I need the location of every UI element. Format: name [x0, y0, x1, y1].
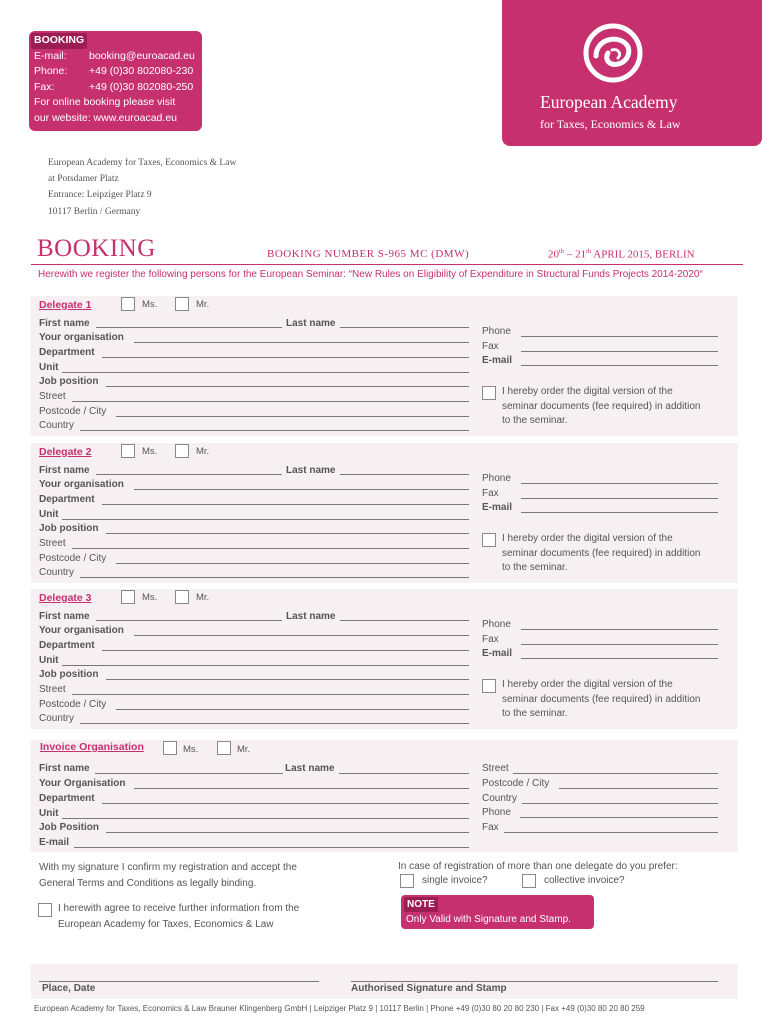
- department-field[interactable]: [102, 650, 469, 651]
- phone-label: Phone: [482, 619, 511, 630]
- event-date: 20th – 21th APRIL 2015, BERLIN: [548, 248, 695, 261]
- invoice-street-label: Street: [482, 763, 509, 774]
- first-name-field[interactable]: [96, 474, 282, 475]
- last-name-field[interactable]: [340, 327, 469, 328]
- country-field[interactable]: [80, 577, 469, 578]
- invoice-fax-field[interactable]: [504, 832, 718, 833]
- invoice-postcode-field[interactable]: [559, 788, 718, 789]
- unit-field[interactable]: [62, 372, 469, 373]
- invoice-first-name-label: First name: [39, 763, 90, 774]
- invoice-first-name-field[interactable]: [95, 773, 283, 774]
- single-invoice-label: single invoice?: [422, 875, 488, 886]
- phone-field[interactable]: [521, 336, 718, 337]
- email-field[interactable]: [521, 512, 718, 513]
- invoice-last-name-field[interactable]: [339, 773, 469, 774]
- street-label: Street: [39, 391, 66, 402]
- last-name-label: Last name: [286, 611, 336, 622]
- department-field[interactable]: [102, 504, 469, 505]
- street-label: Street: [39, 538, 66, 549]
- invoice-preference-question: In case of registration of more than one delegate do you prefer:: [398, 861, 678, 872]
- postcode-city-label: Postcode / City: [39, 406, 107, 417]
- delegate-title: Delegate 3: [39, 592, 92, 604]
- department-label: Department: [39, 494, 95, 505]
- invoice-mr-label: Mr.: [237, 744, 251, 755]
- country-field[interactable]: [80, 430, 469, 431]
- job-position-field[interactable]: [106, 533, 469, 534]
- invoice-section-title: Invoice Organisation: [40, 741, 144, 753]
- delegate-title: Delegate 1: [39, 299, 92, 311]
- unit-label: Unit: [39, 509, 59, 520]
- delegate-title: Delegate 2: [39, 446, 92, 458]
- unit-label: Unit: [39, 362, 59, 373]
- invoice-ms-label: Ms.: [183, 744, 199, 755]
- postcode-city-field[interactable]: [116, 563, 469, 564]
- academy-logo-icon: [582, 22, 644, 84]
- country-label: Country: [39, 713, 75, 724]
- digital-version-checkbox[interactable]: [482, 679, 496, 693]
- job-position-field[interactable]: [106, 386, 469, 387]
- digital-version-text: I hereby order the digital version of the seminar documents (fee required) in addition to the seminar.: [502, 533, 701, 573]
- country-field[interactable]: [80, 723, 469, 724]
- invoice-mr-checkbox[interactable]: [217, 741, 231, 755]
- delegate-ms-label: Ms.: [142, 592, 158, 603]
- postcode-city-field[interactable]: [116, 416, 469, 417]
- invoice-email-label: E-mail: [39, 837, 70, 848]
- invoice-unit-field[interactable]: [62, 818, 469, 819]
- organisation-field[interactable]: [134, 635, 469, 636]
- address-block: [48, 155, 236, 220]
- digital-version-text: I hereby order the digital version of the seminar documents (fee required) in addition to the seminar.: [502, 679, 701, 719]
- email-label: E-mail: [482, 648, 513, 659]
- delegate-mr-label: Mr.: [196, 446, 210, 457]
- email-field[interactable]: [521, 658, 718, 659]
- invoice-ms-checkbox[interactable]: [163, 741, 177, 755]
- note-text: Only Valid with Signature and Stamp.: [406, 914, 571, 925]
- first-name-label: First name: [39, 318, 90, 329]
- first-name-field[interactable]: [96, 620, 282, 621]
- page-title: BOOKING: [37, 235, 156, 262]
- first-name-label: First name: [39, 465, 90, 476]
- country-label: Country: [39, 420, 75, 431]
- fax-field[interactable]: [521, 644, 718, 645]
- department-label: Department: [39, 640, 95, 651]
- intro-text: Herewith we register the following persons for the European Seminar: “New Rules on Eligibility of Expenditure in Structural Funds Projects 2014-2020“: [38, 269, 703, 280]
- invoice-last-name-label: Last name: [285, 763, 335, 774]
- fax-value: +49 (0)30 802080-250: [89, 80, 194, 93]
- organisation-field[interactable]: [134, 489, 469, 490]
- last-name-label: Last name: [286, 318, 336, 329]
- delegate-mr-checkbox[interactable]: [175, 297, 189, 311]
- postcode-city-label: Postcode / City: [39, 553, 107, 564]
- organisation-label: Your organisation: [39, 625, 124, 636]
- job-position-field[interactable]: [106, 679, 469, 680]
- email-label: E-mail: [482, 355, 513, 366]
- last-name-field[interactable]: [340, 620, 469, 621]
- phone-label: Phone: [482, 326, 511, 337]
- email-value[interactable]: booking@euroacad.eu: [89, 49, 195, 62]
- street-label: Street: [39, 684, 66, 695]
- street-field[interactable]: [72, 694, 469, 695]
- street-field[interactable]: [72, 401, 469, 402]
- single-invoice-checkbox[interactable]: [400, 874, 414, 888]
- digital-version-checkbox[interactable]: [482, 386, 496, 400]
- invoice-organisation-label: Your Organisation: [39, 778, 126, 789]
- address-line: European Academy for Taxes, Economics & Law: [48, 158, 237, 168]
- unit-label: Unit: [39, 655, 59, 666]
- phone-field[interactable]: [521, 483, 718, 484]
- logo-subtitle: for Taxes, Economics & Law: [540, 117, 681, 131]
- delegate-ms-label: Ms.: [142, 446, 158, 457]
- booking-number: BOOKING NUMBER S-965 MC (DMW): [267, 248, 470, 260]
- delegate-mr-checkbox[interactable]: [175, 444, 189, 458]
- email-field[interactable]: [521, 365, 718, 366]
- note-title: NOTE: [404, 897, 438, 912]
- fax-field[interactable]: [521, 498, 718, 499]
- phone-value: +49 (0)30 802080-230: [89, 65, 194, 78]
- booking-contact-box: [29, 31, 202, 131]
- country-label: Country: [39, 567, 75, 578]
- delegate-mr-checkbox[interactable]: [175, 590, 189, 604]
- heading-divider: [31, 264, 743, 265]
- delegate-ms-label: Ms.: [142, 299, 158, 310]
- address-line: Entrance: Leipziger Platz 9: [48, 190, 152, 201]
- signature-label: Authorised Signature and Stamp: [351, 983, 507, 994]
- invoice-job-position-field[interactable]: [106, 832, 469, 833]
- invoice-street-field[interactable]: [513, 773, 718, 774]
- invoice-fax-label: Fax: [482, 822, 499, 833]
- email-label: E-mail: [482, 502, 513, 513]
- street-field[interactable]: [72, 548, 469, 549]
- footer: European Academy for Taxes, Economics & Law Brauner Klingenberg GmbH | Leipziger Platz 9 | 10117 Berlin | Phone +49 (0)30 80 20 80 230 | Fax +49 (0)30 80 20 80 259: [34, 1004, 645, 1013]
- phone-field[interactable]: [521, 629, 718, 630]
- invoice-unit-label: Unit: [39, 808, 59, 819]
- unit-field[interactable]: [62, 665, 469, 666]
- organisation-label: Your organisation: [39, 479, 124, 490]
- place-date-label: Place, Date: [42, 983, 96, 994]
- job-position-label: Job position: [39, 523, 99, 534]
- online-booking-line1: For online booking please visit: [34, 96, 176, 109]
- fax-label: Fax: [482, 634, 499, 645]
- digital-version-checkbox[interactable]: [482, 533, 496, 547]
- delegate-mr-label: Mr.: [196, 592, 210, 603]
- fax-label: Fax: [482, 488, 499, 499]
- job-position-label: Job position: [39, 669, 99, 680]
- invoice-department-label: Department: [39, 793, 95, 804]
- postcode-city-label: Postcode / City: [39, 699, 107, 710]
- terms-text: With my signature I confirm my registration and accept the General Terms and Conditions as legally binding.: [39, 862, 297, 889]
- collective-invoice-checkbox[interactable]: [522, 874, 536, 888]
- postcode-city-field[interactable]: [116, 709, 469, 710]
- info-consent-checkbox[interactable]: [38, 903, 52, 917]
- department-label: Department: [39, 347, 95, 358]
- delegate-ms-checkbox[interactable]: [121, 444, 135, 458]
- address-line: 10117 Berlin / Germany: [48, 206, 141, 217]
- invoice-country-field[interactable]: [522, 803, 718, 804]
- job-position-label: Job position: [39, 376, 99, 387]
- info-consent-text: I herewith agree to receive further information from the European Academy for Taxes, Economics & Law: [58, 903, 300, 930]
- fax-field[interactable]: [521, 351, 718, 352]
- note-box: [401, 895, 594, 929]
- invoice-phone-field[interactable]: [520, 817, 718, 818]
- email-label: E-mail:: [34, 49, 67, 62]
- first-name-field[interactable]: [96, 327, 282, 328]
- delegate-ms-checkbox[interactable]: [121, 297, 135, 311]
- first-name-label: First name: [39, 611, 90, 622]
- delegate-mr-label: Mr.: [196, 299, 210, 310]
- last-name-field[interactable]: [340, 474, 469, 475]
- fax-label: Fax:: [34, 80, 55, 93]
- invoice-phone-label: Phone: [482, 807, 511, 818]
- collective-invoice-label: collective invoice?: [544, 875, 625, 886]
- invoice-postcode-label: Postcode / City: [482, 778, 550, 789]
- department-field[interactable]: [102, 357, 469, 358]
- invoice-email-field[interactable]: [74, 847, 469, 848]
- online-booking-line2[interactable]: our website: www.euroacad.eu: [34, 111, 177, 124]
- invoice-panel: [31, 740, 738, 852]
- last-name-label: Last name: [286, 465, 336, 476]
- address-line: at Potsdamer Platz: [48, 174, 119, 185]
- phone-label: Phone: [482, 473, 511, 484]
- digital-version-text: I hereby order the digital version of the seminar documents (fee required) in addition to the seminar.: [502, 386, 701, 426]
- fax-label: Fax: [482, 341, 499, 352]
- invoice-organisation-field[interactable]: [134, 788, 469, 789]
- invoice-country-label: Country: [482, 793, 518, 804]
- organisation-field[interactable]: [134, 342, 469, 343]
- invoice-job-position-label: Job Position: [39, 822, 99, 833]
- delegate-ms-checkbox[interactable]: [121, 590, 135, 604]
- booking-box-title: BOOKING: [31, 33, 87, 49]
- signature-field[interactable]: [351, 981, 718, 982]
- logo-title: European Academy: [540, 92, 678, 112]
- invoice-department-field[interactable]: [102, 803, 469, 804]
- organisation-label: Your organisation: [39, 332, 124, 343]
- unit-field[interactable]: [62, 519, 469, 520]
- phone-label: Phone:: [34, 65, 68, 78]
- logo-box: [502, 0, 762, 146]
- place-date-field[interactable]: [39, 981, 319, 982]
